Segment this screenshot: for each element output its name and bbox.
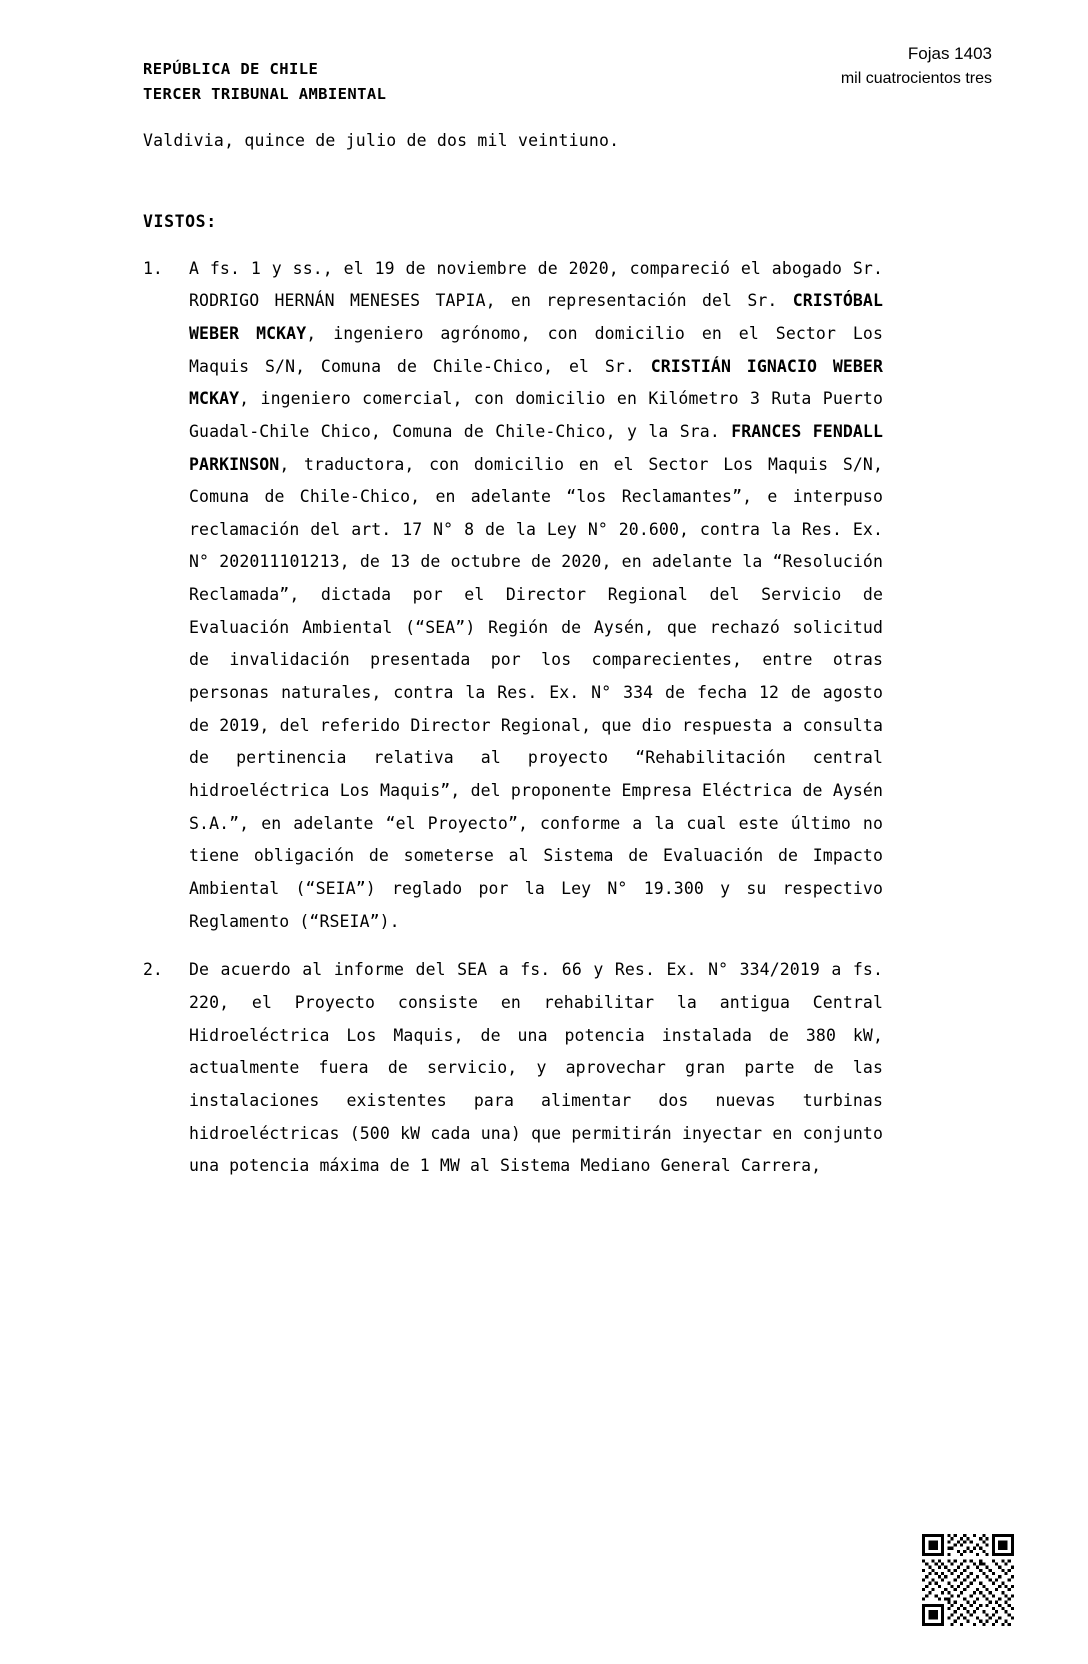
folio-number-words: mil cuatrocientos tres [840, 69, 992, 87]
letterhead [143, 57, 386, 107]
item-marker: 1. [143, 258, 163, 278]
folio-marker [841, 42, 992, 90]
qr-code-stamp [922, 1534, 1014, 1626]
letterhead-line-court: TERCER TRIBUNAL AMBIENTAL [143, 85, 387, 104]
document-body [143, 128, 883, 1199]
item-text: De acuerdo al informe del SEA a fs. 66 y Res. Ex. N° 334/2019 a fs. 220, el Proyecto consiste en rehabilitar la antigua Central Hidroeléctrica Los Maquis, de una potencia instalada de 380 kW, actualmente fuera de servicio, y aprovechar gran parte de las instalaciones existentes para alimentar dos nuevas turbinas hidroeléctricas (500 kW cada una) que permitirán inyectar en conjunto una potencia máxima de 1 MW al Sistema Mediano General Carrera, [189, 960, 883, 1176]
dateline: Valdivia, quince de julio de dos mil veintiuno. [143, 131, 620, 150]
numbered-item [143, 253, 883, 939]
numbered-item [143, 954, 883, 1183]
section-heading-vistos: VISTOS: [143, 211, 217, 231]
item-text: A fs. 1 y ss., el 19 de noviembre de 2020, compareció el abogado Sr. RODRIGO HERNÁN MENESES TAPIA, en representación del Sr. CRISTÓBAL WEBER MCKAY, ingeniero agrónomo, con domicilio en el Sector Los Maquis S/N, Comuna de Chile-Chico, el Sr. CRISTIÁN IGNACIO WEBER MCKAY, ingeniero comercial, con domicilio en Kilómetro 3 Ruta Puerto Guadal-Chile Chico, Comuna de Chile-Chico, y la Sra. FRANCES FENDALL PARKINSON, traductora, con domicilio en el Sector Los Maquis S/N, Comuna de Chile-Chico, en adelante “los Reclamantes”, e interpuso reclamación del art. 17 N° 8 de la Ley N° 20.600, contra la Res. Ex. N° 202011101213, de 13 de octubre de 2020, en adelante la “Resolución Reclamada”, dictada por el Director Regional del Servicio de Evaluación Ambiental (“SEA”) Región de Aysén, que rechazó solicitud de invalidación presentada por los comparecientes, entre otras personas naturales, contra la Res. Ex. N° 334 de fecha 12 de agosto de 2019, del referido Director Regional, que dio respuesta a consulta de pertinencia relativa al proyecto “Rehabilitación central hidroeléctrica Los Maquis”, del proponente Empresa Eléctrica de Aysén S.A.”, en adelante “el Proyecto”, conforme a la cual este último no tiene obligación de someterse al Sistema de Evaluación de Impacto Ambiental (“SEIA”) reglado por la Ley N° 19.300 y su respectivo Reglamento (“RSEIA”). [189, 258, 883, 931]
item-marker: 2. [143, 960, 163, 980]
folio-number: Fojas 1403 [907, 44, 992, 63]
letterhead-line-country: REPÚBLICA DE CHILE [143, 60, 319, 78]
